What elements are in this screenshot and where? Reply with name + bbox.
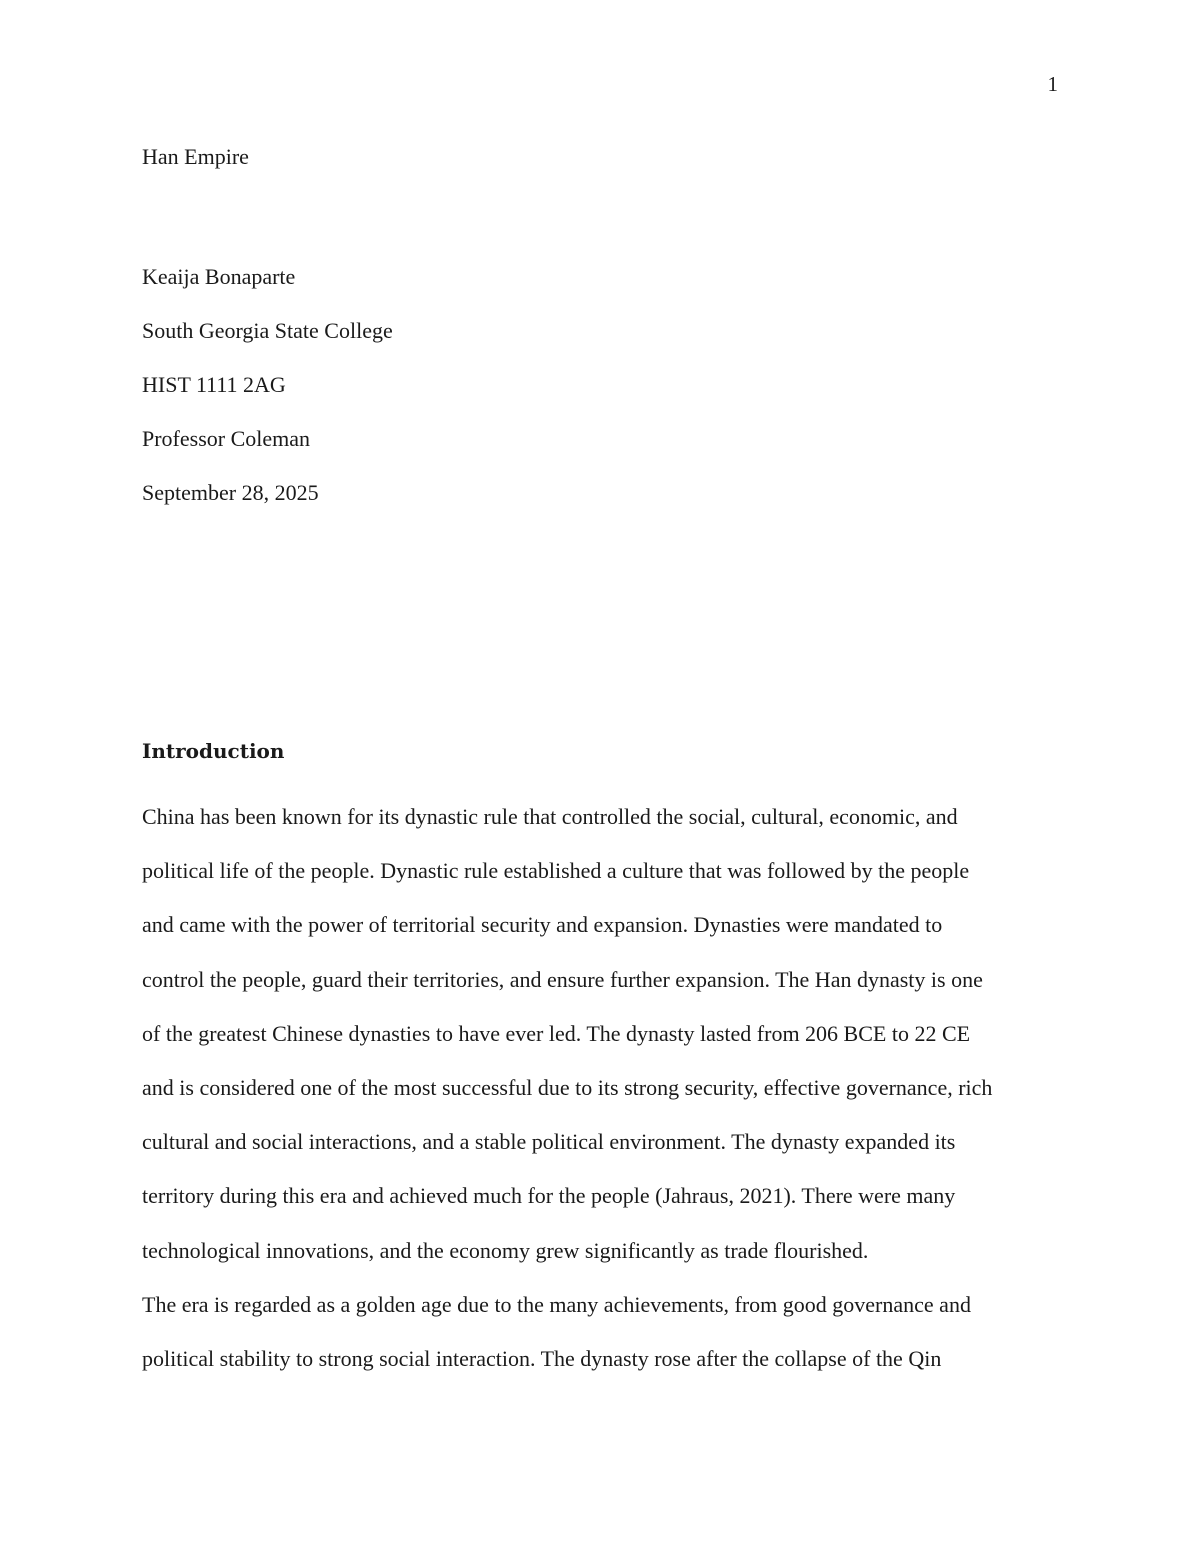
body-line: technological innovations, and the economy grew significantly as trade flourished. xyxy=(142,1237,869,1263)
body-paragraph xyxy=(142,790,1062,1386)
author-name: Keaija Bonaparte xyxy=(142,264,296,289)
body-line: of the greatest Chinese dynasties to have ever led. The dynasty lasted from 206 BCE to 22 CE xyxy=(142,1020,971,1046)
body-line: political stability to strong social interaction. The dynasty rose after the collapse of the Qin xyxy=(142,1346,942,1372)
body-line: and came with the power of territorial security and expansion. Dynasties were mandated to xyxy=(142,912,943,938)
body-line: and is considered one of the most successful due to its strong security, effective governance, rich xyxy=(142,1075,993,1101)
body-line: The era is regarded as a golden age due to the many achievements, from good governance and xyxy=(142,1291,971,1317)
course-code: HIST 1111 2AG xyxy=(142,372,286,397)
body-line: cultural and social interactions, and a stable political environment. The dynasty expanded its xyxy=(142,1129,956,1155)
submission-date: September 28, 2025 xyxy=(142,480,319,505)
title-page-details xyxy=(142,250,742,520)
body-line: territory during this era and achieved much for the people (Jahraus, 2021). There were many xyxy=(142,1183,956,1209)
section-heading: Introduction xyxy=(142,739,285,763)
body-line: China has been known for its dynastic rule that controlled the social, cultural, economic, and xyxy=(142,804,958,829)
professor-name: Professor Coleman xyxy=(142,426,311,451)
paper-title: Han Empire xyxy=(142,144,249,169)
institution-name: South Georgia State College xyxy=(142,318,393,343)
body-line: political life of the people. Dynastic rule established a culture that was followed by the people xyxy=(142,858,970,884)
page-number: 1 xyxy=(1047,72,1058,96)
body-line: control the people, guard their territories, and ensure further expansion. The Han dynasty is one xyxy=(142,966,983,992)
